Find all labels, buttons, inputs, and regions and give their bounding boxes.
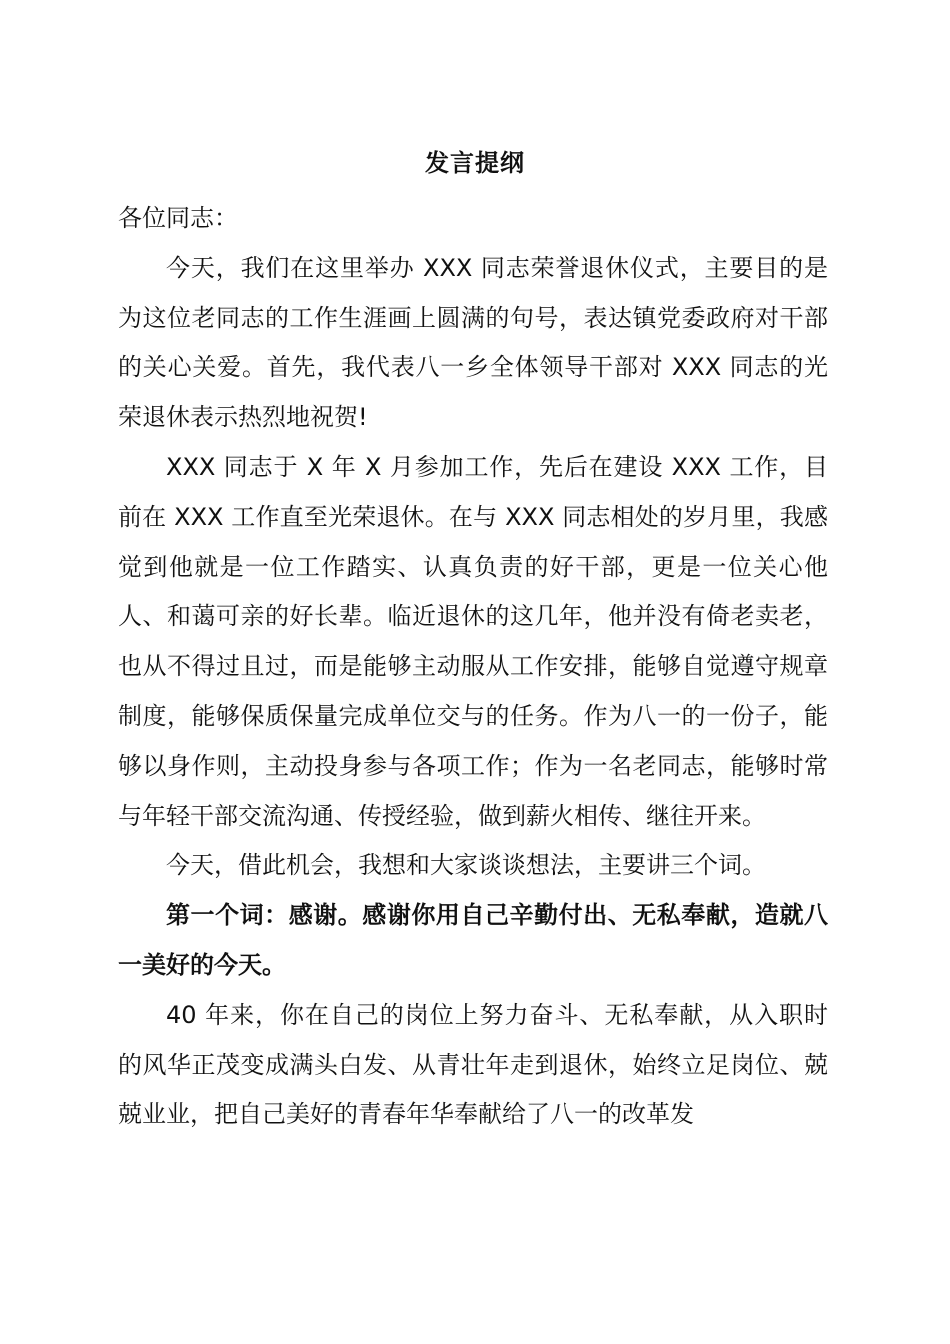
paragraph-career: XXX 同志于 X 年 X 月参加工作，先后在建设 XXX 工作，目前在 XXX 工作直至光荣退休。在与 XXX 同志相处的岁月里，我感觉到他就是一位工作踏实、认真负责的好干部，更是一位关心他人、和蔼可亲的好长辈。临近退休的这几年，他并没有倚老卖老，也从不得过且过，而是能够主动服从工作安排，能够自觉遵守规章制度，能够保质保量完成单位交与的任务。作为八一的一份子，能够以身作则，主动投身参与各项工作；作为一名老同志，能够时常与年轻干部交流沟通、传授经验，做到薪火相传、继往开来。 (118, 452, 828, 830)
heading-first-word: 第一个词：感谢。感谢你用自己辛勤付出、无私奉献，造就八一美好的今天。 (118, 901, 828, 979)
paragraph-opening: 今天，我们在这里举办 XXX 同志荣誉退休仪式，主要目的是为这位老同志的工作生涯画上圆满的句号，表达镇党委政府对干部的关心关爱。首先，我代表八一乡全体领导干部对 XXX 同志的光荣退休表示热烈地祝贺! (118, 253, 828, 432)
salutation: 各位同志： (118, 204, 238, 232)
document-title: 发言提纲 (425, 149, 525, 177)
paragraph-intro-three-words: 今天，借此机会，我想和大家谈谈想法，主要讲三个词。 (166, 851, 766, 880)
paragraph-forty-years: 40 年来，你在自己的岗位上努力奋斗、无私奉献，从入职时的风华正茂变成满头白发、从青壮年走到退休，始终立足岗位、兢兢业业，把自己美好的青春年华奉献给了八一的改革发 (118, 1000, 828, 1129)
document-body (118, 194, 828, 1140)
